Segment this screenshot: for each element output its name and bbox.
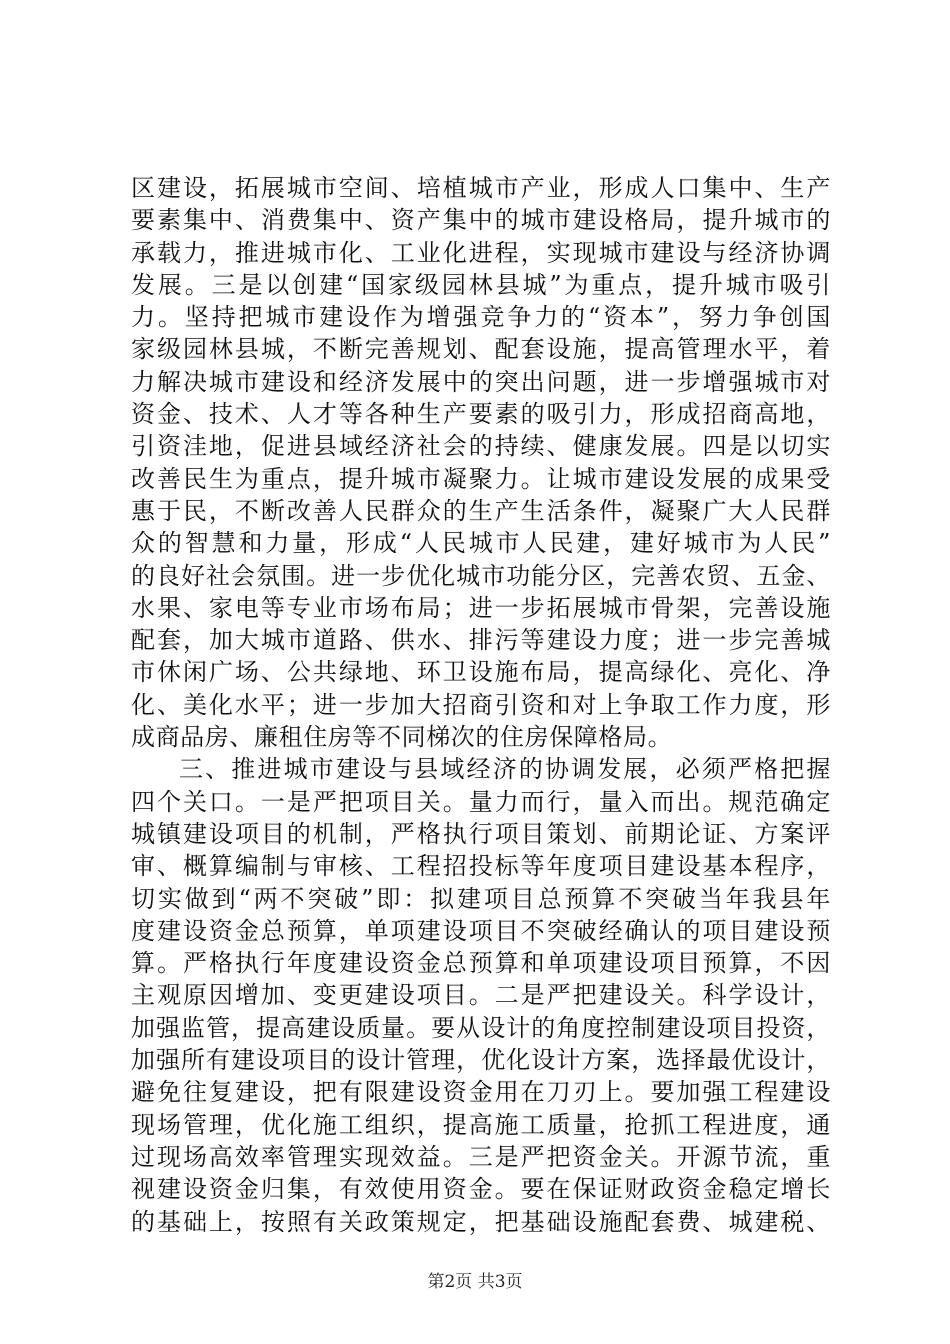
text-line: 城镇建设项目的机制，严格执行项目策划、前期论证、方案评 (131, 819, 831, 848)
text-line: 四个关口。一是严把项目关。量力而行，量入而出。规范确定 (131, 787, 831, 816)
text-line: 视建设资金归集，有效使用资金。要在保证财政资金稳定增长 (131, 1175, 831, 1204)
text-line: 算。严格执行年度建设资金总预算和单项建设项目预算，不因 (131, 949, 831, 978)
text-line: 发展。三是以创建“国家级园林县城”为重点，提升城市吸引 (131, 270, 831, 299)
text-line: 水果、家电等专业市场布局；进一步拓展城市骨架，完善设施 (131, 593, 831, 622)
text-line: 区建设，拓展城市空间、培植城市产业，形成人口集中、生产 (131, 174, 831, 202)
text-line: 要素集中、消费集中、资产集中的城市建设格局，提升城市的 (131, 206, 831, 235)
text-line: 审、概算编制与审核、工程招投标等年度项目建设基本程序， (131, 852, 831, 881)
text-line: 的基础上，按照有关政策规定，把基础设施配套费、城建税、 (131, 1207, 831, 1236)
text-line: 主观原因增加、变更建设项目。二是严把建设关。科学设计， (131, 981, 831, 1010)
text-line: 度建设资金总预算，单项建设项目不突破经确认的项目建设预 (131, 916, 831, 945)
page-number-footer: 第2页 共3页 (427, 1272, 523, 1292)
text-line: 化、美化水平；进一步加大招商引资和对上争取工作力度，形 (131, 690, 831, 719)
text-line: 切实做到“两不突破”即：拟建项目总预算不突破当年我县年 (131, 884, 831, 913)
text-line: 配套，加大城市道路、供水、排污等建设力度；进一步完善城 (131, 626, 831, 655)
paragraph-start-line: 三、推进城市建设与县域经济的协调发展，必须严格把握 (179, 755, 831, 784)
text-line: 资金、技术、人才等各种生产要素的吸引力，形成招商高地， (131, 400, 831, 429)
text-line: 力解决城市建设和经济发展中的突出问题，进一步增强城市对 (131, 367, 831, 396)
text-line: 现场管理，优化施工组织，提高施工质量，抢抓工程进度，通 (131, 1110, 831, 1139)
text-line: 承载力，推进城市化、工业化进程，实现城市建设与经济协调 (131, 238, 831, 267)
text-line: 过现场高效率管理实现效益。三是严把资金关。开源节流，重 (131, 1142, 831, 1171)
body-text (131, 172, 831, 1238)
text-line: 惠于民，不断改善人民群众的生产生活条件，凝聚广大人民群 (131, 496, 831, 525)
text-line: 众的智慧和力量，形成“人民城市人民建，建好城市为人民” (131, 529, 831, 558)
text-line: 避免往复建设，把有限建设资金用在刀刃上。要加强工程建设 (131, 1078, 831, 1107)
text-line: 加强监管，提高建设质量。要从设计的角度控制建设项目投资， (131, 1013, 831, 1042)
text-line: 引资洼地，促进县域经济社会的持续、健康发展。四是以切实 (131, 432, 831, 461)
text-line: 力。坚持把城市建设作为增强竞争力的“资本”，努力争创国 (131, 303, 831, 332)
text-line: 改善民生为重点，提升城市凝聚力。让城市建设发展的成果受 (131, 464, 831, 493)
paragraph-end-line: 成商品房、廉租住房等不同梯次的住房保障格局。 (131, 723, 673, 752)
text-line: 市休闲广场、公共绿地、环卫设施布局，提高绿化、亮化、净 (131, 658, 831, 687)
text-line: 加强所有建设项目的设计管理，优化设计方案，选择最优设计， (131, 1046, 831, 1075)
text-line: 的良好社会氛围。进一步优化城市功能分区，完善农贸、五金、 (131, 561, 831, 590)
text-line: 家级园林县城，不断完善规划、配套设施，提高管理水平，着 (131, 335, 831, 364)
